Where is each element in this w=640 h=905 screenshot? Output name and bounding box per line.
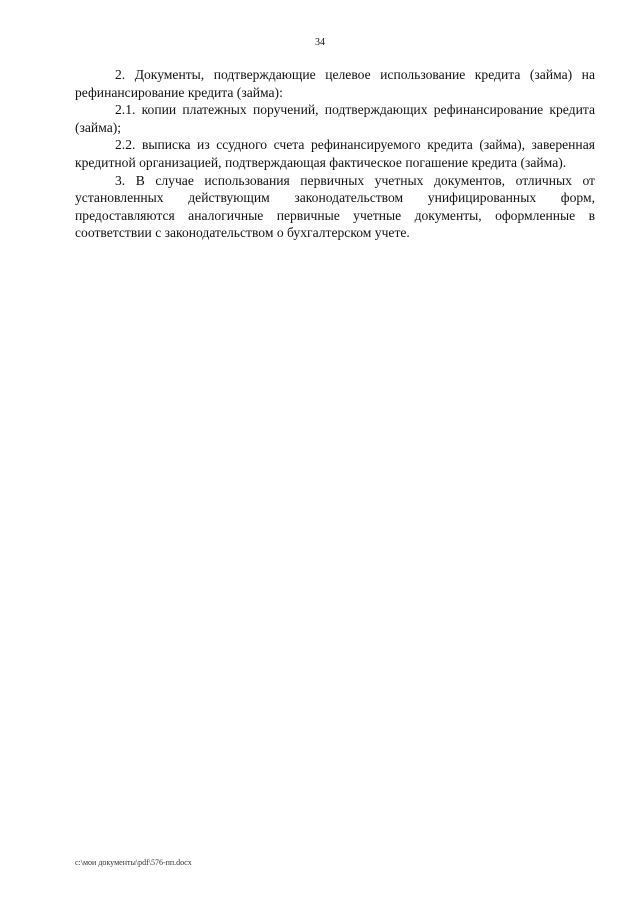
paragraph-item-2-1: 2.1. копии платежных поручений, подтверждающих рефинансирование кредита (займа); [75, 102, 595, 135]
footer-file-path: c:\мои документы\pdf\576-пп.docx [75, 858, 192, 867]
paragraph-item-2: 2. Документы, подтверждающие целевое использование кредита (займа) на рефинансирование кредита (займа): [75, 67, 595, 100]
paragraph-item-2-2: 2.2. выписка из ссудного счета рефинансируемого кредита (займа), заверенная кредитной организацией, подтверждающая фактическое погашение кредита (займа). [75, 137, 595, 170]
paragraph-item-3: 3. В случае использования первичных учетных документов, отличных от установленных действующим законодательством унифицированных форм, предоставляются аналогичные первичные учетные документы, оформленные в соответствии с законодательством о бухгалтерском учете. [75, 172, 595, 241]
page-number: 34 [315, 37, 325, 48]
document-body [75, 66, 595, 242]
